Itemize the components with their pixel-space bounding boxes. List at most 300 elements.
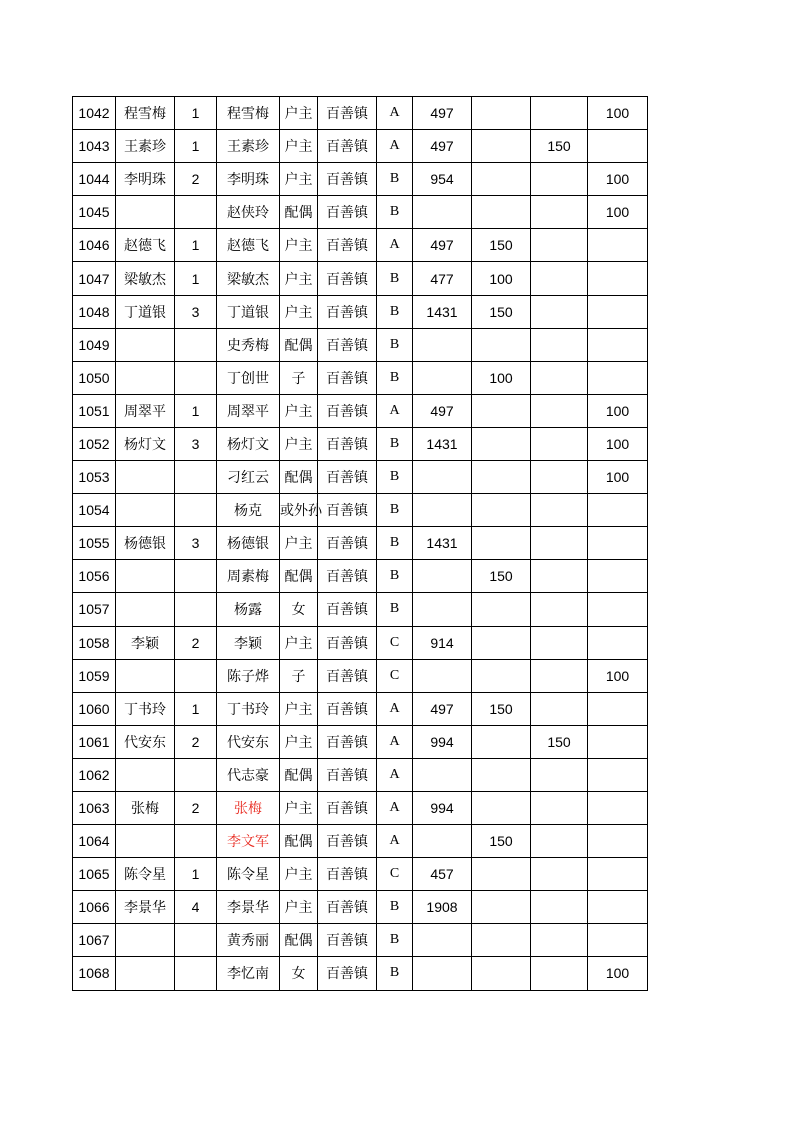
grade-cell: A	[377, 758, 413, 791]
grade-cell: B	[377, 361, 413, 394]
household-head-cell: 李景华	[116, 891, 175, 924]
grade-cell: B	[377, 427, 413, 460]
subsidy-col-10-cell	[531, 659, 588, 692]
town-cell: 百善镇	[318, 825, 377, 858]
table-row	[73, 692, 648, 725]
subsidy-col-10-cell	[531, 97, 588, 130]
household-head-cell	[116, 328, 175, 361]
household-head-cell: 张梅	[116, 791, 175, 824]
subsidy-col-10-cell	[531, 163, 588, 196]
household-size-cell	[175, 196, 217, 229]
town-cell: 百善镇	[318, 891, 377, 924]
relation-cell: 户主	[280, 626, 318, 659]
town-cell: 百善镇	[318, 593, 377, 626]
subsidy-col-11-cell	[588, 130, 648, 163]
table-row	[73, 461, 648, 494]
table-row	[73, 494, 648, 527]
member-name-cell: 史秀梅	[217, 328, 280, 361]
subsidy-col-10-cell	[531, 394, 588, 427]
table-row	[73, 262, 648, 295]
subsidy-col-10-cell	[531, 891, 588, 924]
row-id-cell: 1055	[73, 527, 116, 560]
subsidy-col-10-cell	[531, 825, 588, 858]
subsidy-col-10-cell	[531, 494, 588, 527]
grade-cell: A	[377, 97, 413, 130]
table-row	[73, 758, 648, 791]
subsidy-col-10-cell	[531, 196, 588, 229]
member-name-cell: 丁道银	[217, 295, 280, 328]
subsidy-col-10-cell	[531, 692, 588, 725]
relation-cell: 配偶	[280, 328, 318, 361]
table-row	[73, 229, 648, 262]
amount-cell	[413, 825, 472, 858]
household-size-cell: 2	[175, 626, 217, 659]
relation-cell: 子	[280, 659, 318, 692]
relation-cell: 或外孙	[280, 494, 318, 527]
subsidy-col-11-cell	[588, 527, 648, 560]
household-head-cell	[116, 494, 175, 527]
subsidy-col-9-cell	[472, 791, 531, 824]
relation-cell: 户主	[280, 791, 318, 824]
amount-cell: 1431	[413, 427, 472, 460]
household-size-cell: 1	[175, 97, 217, 130]
row-id-cell: 1051	[73, 394, 116, 427]
household-head-cell	[116, 196, 175, 229]
subsidy-col-9-cell	[472, 626, 531, 659]
grade-cell: B	[377, 295, 413, 328]
row-id-cell: 1049	[73, 328, 116, 361]
relation-cell: 户主	[280, 858, 318, 891]
household-subsidy-table	[72, 96, 648, 991]
grade-cell: C	[377, 626, 413, 659]
relation-cell: 子	[280, 361, 318, 394]
amount-cell	[413, 659, 472, 692]
grade-cell: B	[377, 593, 413, 626]
amount-cell: 994	[413, 791, 472, 824]
town-cell: 百善镇	[318, 494, 377, 527]
subsidy-col-10-cell	[531, 858, 588, 891]
household-size-cell: 4	[175, 891, 217, 924]
household-head-cell	[116, 461, 175, 494]
subsidy-col-10-cell	[531, 527, 588, 560]
amount-cell: 477	[413, 262, 472, 295]
household-head-cell: 杨灯文	[116, 427, 175, 460]
member-name-cell: 丁创世	[217, 361, 280, 394]
subsidy-col-10-cell	[531, 229, 588, 262]
household-size-cell	[175, 659, 217, 692]
relation-cell: 户主	[280, 394, 318, 427]
household-head-cell	[116, 825, 175, 858]
town-cell: 百善镇	[318, 262, 377, 295]
member-name-cell: 周素梅	[217, 560, 280, 593]
table-row	[73, 626, 648, 659]
amount-cell: 1431	[413, 527, 472, 560]
member-name-cell: 李颖	[217, 626, 280, 659]
household-size-cell	[175, 361, 217, 394]
relation-cell: 户主	[280, 692, 318, 725]
town-cell: 百善镇	[318, 527, 377, 560]
table-row	[73, 957, 648, 990]
relation-cell: 户主	[280, 262, 318, 295]
town-cell: 百善镇	[318, 791, 377, 824]
household-head-cell: 周翠平	[116, 394, 175, 427]
subsidy-col-9-cell	[472, 130, 531, 163]
subsidy-col-11-cell	[588, 758, 648, 791]
table-row	[73, 593, 648, 626]
household-size-cell	[175, 593, 217, 626]
town-cell: 百善镇	[318, 361, 377, 394]
household-size-cell: 1	[175, 130, 217, 163]
member-name-cell: 杨克	[217, 494, 280, 527]
amount-cell	[413, 758, 472, 791]
row-id-cell: 1065	[73, 858, 116, 891]
town-cell: 百善镇	[318, 295, 377, 328]
household-head-cell	[116, 593, 175, 626]
household-head-cell: 丁书玲	[116, 692, 175, 725]
town-cell: 百善镇	[318, 758, 377, 791]
relation-cell: 户主	[280, 97, 318, 130]
row-id-cell: 1060	[73, 692, 116, 725]
relation-cell: 户主	[280, 130, 318, 163]
table-row	[73, 394, 648, 427]
household-size-cell: 1	[175, 394, 217, 427]
subsidy-col-9-cell: 100	[472, 262, 531, 295]
household-head-cell	[116, 361, 175, 394]
relation-cell: 户主	[280, 295, 318, 328]
subsidy-col-11-cell	[588, 791, 648, 824]
household-head-cell: 程雪梅	[116, 97, 175, 130]
table-row	[73, 427, 648, 460]
member-name-cell: 李忆南	[217, 957, 280, 990]
subsidy-col-10-cell	[531, 957, 588, 990]
row-id-cell: 1043	[73, 130, 116, 163]
subsidy-col-9-cell	[472, 725, 531, 758]
amount-cell	[413, 494, 472, 527]
household-size-cell	[175, 328, 217, 361]
subsidy-col-9-cell: 150	[472, 825, 531, 858]
member-name-cell: 杨灯文	[217, 427, 280, 460]
member-name-cell: 赵德飞	[217, 229, 280, 262]
member-name-cell: 周翠平	[217, 394, 280, 427]
relation-cell: 户主	[280, 527, 318, 560]
relation-cell: 配偶	[280, 924, 318, 957]
row-id-cell: 1045	[73, 196, 116, 229]
grade-cell: B	[377, 924, 413, 957]
household-size-cell	[175, 494, 217, 527]
subsidy-col-9-cell	[472, 527, 531, 560]
subsidy-col-10-cell	[531, 361, 588, 394]
subsidy-col-10-cell	[531, 262, 588, 295]
relation-cell: 户主	[280, 725, 318, 758]
grade-cell: C	[377, 858, 413, 891]
row-id-cell: 1058	[73, 626, 116, 659]
table-row	[73, 659, 648, 692]
row-id-cell: 1047	[73, 262, 116, 295]
row-id-cell: 1062	[73, 758, 116, 791]
subsidy-col-10-cell	[531, 593, 588, 626]
subsidy-col-9-cell	[472, 394, 531, 427]
subsidy-col-11-cell	[588, 825, 648, 858]
household-head-cell: 王素珍	[116, 130, 175, 163]
relation-cell: 配偶	[280, 758, 318, 791]
household-head-cell	[116, 560, 175, 593]
household-head-cell: 杨德银	[116, 527, 175, 560]
town-cell: 百善镇	[318, 924, 377, 957]
subsidy-col-9-cell	[472, 957, 531, 990]
town-cell: 百善镇	[318, 328, 377, 361]
subsidy-col-11-cell: 100	[588, 97, 648, 130]
grade-cell: B	[377, 328, 413, 361]
town-cell: 百善镇	[318, 692, 377, 725]
subsidy-col-9-cell: 100	[472, 361, 531, 394]
table-row	[73, 791, 648, 824]
subsidy-col-10-cell: 150	[531, 725, 588, 758]
town-cell: 百善镇	[318, 560, 377, 593]
household-size-cell: 3	[175, 527, 217, 560]
subsidy-col-11-cell	[588, 494, 648, 527]
town-cell: 百善镇	[318, 427, 377, 460]
subsidy-col-9-cell: 150	[472, 560, 531, 593]
subsidy-col-10-cell	[531, 328, 588, 361]
table-row	[73, 527, 648, 560]
amount-cell: 497	[413, 130, 472, 163]
subsidy-col-9-cell	[472, 97, 531, 130]
subsidy-col-9-cell	[472, 461, 531, 494]
grade-cell: A	[377, 229, 413, 262]
household-size-cell	[175, 825, 217, 858]
row-id-cell: 1048	[73, 295, 116, 328]
amount-cell	[413, 560, 472, 593]
member-name-cell: 赵侠玲	[217, 196, 280, 229]
subsidy-col-11-cell	[588, 361, 648, 394]
household-size-cell	[175, 461, 217, 494]
row-id-cell: 1042	[73, 97, 116, 130]
grade-cell: B	[377, 957, 413, 990]
subsidy-col-9-cell	[472, 494, 531, 527]
town-cell: 百善镇	[318, 858, 377, 891]
table-row	[73, 924, 648, 957]
subsidy-col-9-cell	[472, 427, 531, 460]
household-size-cell	[175, 758, 217, 791]
town-cell: 百善镇	[318, 130, 377, 163]
household-head-cell: 代安东	[116, 725, 175, 758]
member-name-cell: 代志豪	[217, 758, 280, 791]
row-id-cell: 1057	[73, 593, 116, 626]
grade-cell: B	[377, 196, 413, 229]
grade-cell: B	[377, 560, 413, 593]
subsidy-col-11-cell	[588, 692, 648, 725]
amount-cell	[413, 924, 472, 957]
relation-cell: 户主	[280, 427, 318, 460]
member-name-cell: 黄秀丽	[217, 924, 280, 957]
subsidy-col-11-cell: 100	[588, 957, 648, 990]
amount-cell: 954	[413, 163, 472, 196]
household-head-cell	[116, 659, 175, 692]
table-row	[73, 130, 648, 163]
town-cell: 百善镇	[318, 394, 377, 427]
town-cell: 百善镇	[318, 196, 377, 229]
subsidy-col-9-cell: 150	[472, 295, 531, 328]
amount-cell	[413, 957, 472, 990]
amount-cell: 914	[413, 626, 472, 659]
town-cell: 百善镇	[318, 461, 377, 494]
row-id-cell: 1064	[73, 825, 116, 858]
household-head-cell	[116, 758, 175, 791]
row-id-cell: 1067	[73, 924, 116, 957]
subsidy-col-11-cell	[588, 725, 648, 758]
subsidy-col-11-cell	[588, 229, 648, 262]
table-row	[73, 725, 648, 758]
relation-cell: 女	[280, 593, 318, 626]
relation-cell: 配偶	[280, 560, 318, 593]
household-head-cell	[116, 924, 175, 957]
table-row	[73, 858, 648, 891]
household-size-cell: 1	[175, 262, 217, 295]
grade-cell: A	[377, 394, 413, 427]
member-name-cell: 王素珍	[217, 130, 280, 163]
table-row	[73, 891, 648, 924]
subsidy-col-11-cell: 100	[588, 427, 648, 460]
member-name-cell: 李文军	[217, 825, 280, 858]
subsidy-col-11-cell	[588, 593, 648, 626]
amount-cell: 994	[413, 725, 472, 758]
household-size-cell: 2	[175, 163, 217, 196]
subsidy-col-10-cell	[531, 461, 588, 494]
subsidy-col-11-cell	[588, 328, 648, 361]
household-head-cell: 丁道银	[116, 295, 175, 328]
subsidy-col-9-cell	[472, 593, 531, 626]
relation-cell: 配偶	[280, 825, 318, 858]
row-id-cell: 1053	[73, 461, 116, 494]
table-row	[73, 560, 648, 593]
household-size-cell: 2	[175, 725, 217, 758]
member-name-cell: 陈令星	[217, 858, 280, 891]
grade-cell: B	[377, 262, 413, 295]
grade-cell: B	[377, 461, 413, 494]
table-row	[73, 328, 648, 361]
town-cell: 百善镇	[318, 229, 377, 262]
amount-cell	[413, 361, 472, 394]
grade-cell: A	[377, 130, 413, 163]
household-size-cell: 1	[175, 229, 217, 262]
member-name-cell: 杨露	[217, 593, 280, 626]
subsidy-col-9-cell	[472, 196, 531, 229]
row-id-cell: 1054	[73, 494, 116, 527]
household-size-cell	[175, 560, 217, 593]
row-id-cell: 1046	[73, 229, 116, 262]
member-name-cell: 陈子烨	[217, 659, 280, 692]
subsidy-col-10-cell	[531, 924, 588, 957]
town-cell: 百善镇	[318, 163, 377, 196]
subsidy-col-11-cell	[588, 560, 648, 593]
household-head-cell: 李明珠	[116, 163, 175, 196]
household-size-cell: 2	[175, 791, 217, 824]
row-id-cell: 1056	[73, 560, 116, 593]
subsidy-col-10-cell	[531, 560, 588, 593]
subsidy-col-11-cell	[588, 891, 648, 924]
subsidy-col-11-cell	[588, 924, 648, 957]
subsidy-col-11-cell: 100	[588, 461, 648, 494]
household-size-cell	[175, 924, 217, 957]
subsidy-col-11-cell	[588, 626, 648, 659]
subsidy-col-9-cell	[472, 758, 531, 791]
subsidy-col-11-cell	[588, 295, 648, 328]
amount-cell	[413, 328, 472, 361]
amount-cell: 1431	[413, 295, 472, 328]
subsidy-col-9-cell	[472, 328, 531, 361]
member-name-cell: 刁红云	[217, 461, 280, 494]
table-body	[73, 97, 648, 991]
row-id-cell: 1063	[73, 791, 116, 824]
row-id-cell: 1059	[73, 659, 116, 692]
relation-cell: 配偶	[280, 461, 318, 494]
table-row	[73, 295, 648, 328]
member-name-cell: 梁敏杰	[217, 262, 280, 295]
household-head-cell: 李颖	[116, 626, 175, 659]
member-name-cell: 李景华	[217, 891, 280, 924]
table-row	[73, 196, 648, 229]
subsidy-col-9-cell	[472, 163, 531, 196]
member-name-cell: 程雪梅	[217, 97, 280, 130]
subsidy-col-11-cell: 100	[588, 659, 648, 692]
subsidy-col-10-cell	[531, 295, 588, 328]
amount-cell: 497	[413, 97, 472, 130]
subsidy-col-11-cell	[588, 858, 648, 891]
subsidy-col-9-cell	[472, 858, 531, 891]
grade-cell: C	[377, 659, 413, 692]
household-head-cell: 陈令星	[116, 858, 175, 891]
member-name-cell: 李明珠	[217, 163, 280, 196]
amount-cell	[413, 461, 472, 494]
row-id-cell: 1052	[73, 427, 116, 460]
household-head-cell	[116, 957, 175, 990]
row-id-cell: 1068	[73, 957, 116, 990]
row-id-cell: 1061	[73, 725, 116, 758]
subsidy-col-10-cell	[531, 427, 588, 460]
amount-cell	[413, 196, 472, 229]
row-id-cell: 1044	[73, 163, 116, 196]
member-name-cell: 杨德银	[217, 527, 280, 560]
amount-cell: 1908	[413, 891, 472, 924]
household-size-cell: 1	[175, 692, 217, 725]
member-name-cell: 丁书玲	[217, 692, 280, 725]
table-row	[73, 163, 648, 196]
household-head-cell: 梁敏杰	[116, 262, 175, 295]
subsidy-col-10-cell	[531, 626, 588, 659]
grade-cell: A	[377, 791, 413, 824]
subsidy-col-9-cell: 150	[472, 229, 531, 262]
grade-cell: B	[377, 527, 413, 560]
town-cell: 百善镇	[318, 957, 377, 990]
subsidy-col-9-cell: 150	[472, 692, 531, 725]
subsidy-col-9-cell	[472, 659, 531, 692]
subsidy-col-10-cell: 150	[531, 130, 588, 163]
grade-cell: B	[377, 891, 413, 924]
grade-cell: A	[377, 692, 413, 725]
grade-cell: A	[377, 825, 413, 858]
subsidy-col-9-cell	[472, 891, 531, 924]
amount-cell: 497	[413, 229, 472, 262]
subsidy-col-11-cell: 100	[588, 394, 648, 427]
relation-cell: 女	[280, 957, 318, 990]
relation-cell: 户主	[280, 163, 318, 196]
table-row	[73, 361, 648, 394]
household-size-cell: 3	[175, 295, 217, 328]
grade-cell: B	[377, 494, 413, 527]
household-size-cell: 1	[175, 858, 217, 891]
subsidy-col-11-cell: 100	[588, 163, 648, 196]
subsidy-col-10-cell	[531, 791, 588, 824]
